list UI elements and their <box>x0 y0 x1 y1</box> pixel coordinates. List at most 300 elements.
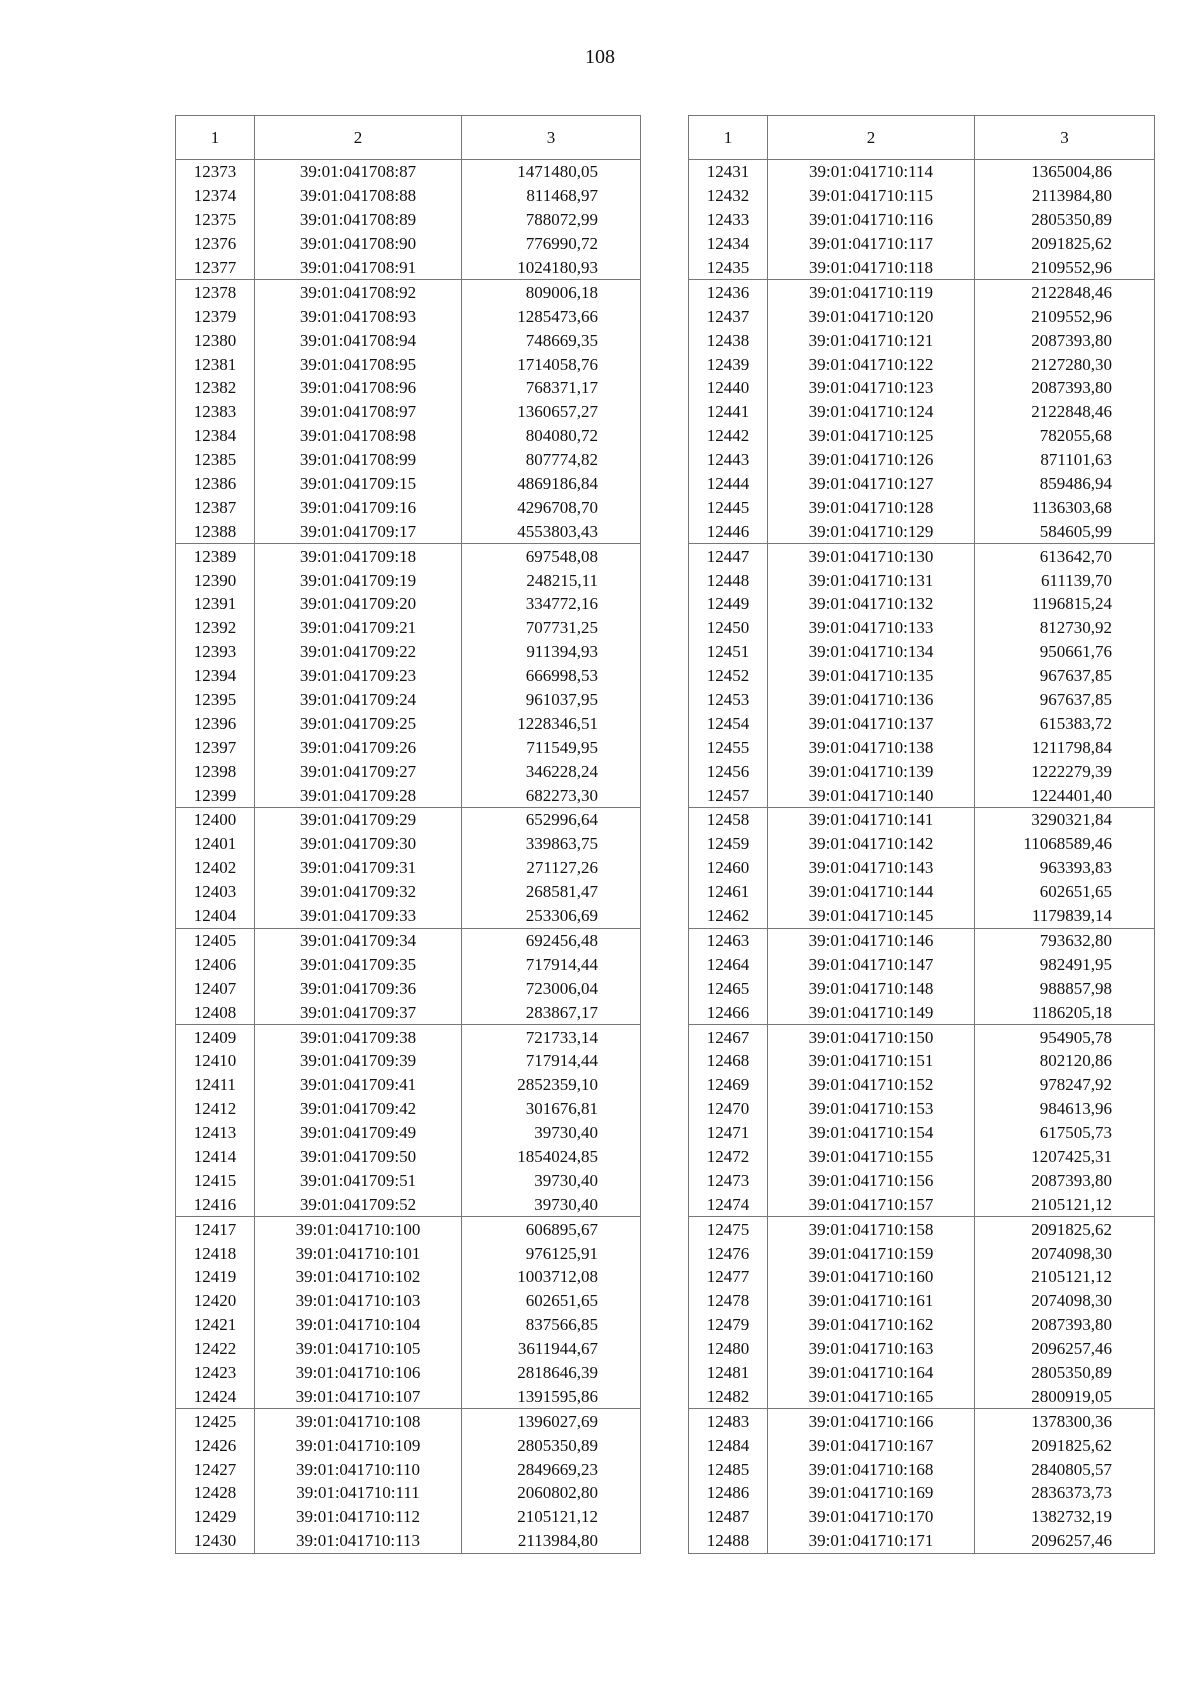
cadastral-number-cell: 39:01:041710:116 <box>768 208 975 232</box>
cadastral-number-cell: 39:01:041710:147 <box>768 952 975 976</box>
table-row <box>176 688 641 712</box>
table-row <box>176 1049 641 1073</box>
cadastral-number-cell: 39:01:041708:95 <box>255 352 462 376</box>
table-row <box>176 808 641 832</box>
value-cell: 2840805,57 <box>975 1457 1155 1481</box>
cadastral-number-cell: 39:01:041709:15 <box>255 472 462 496</box>
value-cell: 711549,95 <box>462 735 641 759</box>
row-number-cell: 12373 <box>176 160 255 184</box>
cadastral-number-cell: 39:01:041710:113 <box>255 1529 462 1553</box>
cadastral-number-cell: 39:01:041709:26 <box>255 735 462 759</box>
cadastral-number-cell: 39:01:041710:114 <box>768 160 975 184</box>
row-number-cell: 12471 <box>689 1121 768 1145</box>
value-cell: 2074098,30 <box>975 1289 1155 1313</box>
row-number-cell: 12386 <box>176 472 255 496</box>
column-header-cadastral-number: 2 <box>768 116 975 160</box>
cadastral-number-cell: 39:01:041710:161 <box>768 1289 975 1313</box>
value-cell: 2060802,80 <box>462 1481 641 1505</box>
value-cell: 2122848,46 <box>975 400 1155 424</box>
cadastral-table-left <box>175 115 641 1554</box>
row-number-cell: 12488 <box>689 1529 768 1553</box>
row-number-cell: 12485 <box>689 1457 768 1481</box>
row-number-cell: 12468 <box>689 1049 768 1073</box>
value-cell: 809006,18 <box>462 280 641 304</box>
row-number-cell: 12394 <box>176 664 255 688</box>
cadastral-number-cell: 39:01:041710:118 <box>768 256 975 280</box>
row-number-cell: 12380 <box>176 328 255 352</box>
table-row <box>176 592 641 616</box>
row-number-cell: 12382 <box>176 376 255 400</box>
row-number-cell: 12458 <box>689 808 768 832</box>
value-cell: 1136303,68 <box>975 495 1155 519</box>
value-cell: 871101,63 <box>975 448 1155 472</box>
value-cell: 2091825,62 <box>975 232 1155 256</box>
value-cell: 1365004,86 <box>975 160 1155 184</box>
row-number-cell: 12376 <box>176 232 255 256</box>
value-cell: 988857,98 <box>975 976 1155 1000</box>
table-row <box>176 976 641 1000</box>
cadastral-number-cell: 39:01:041709:22 <box>255 640 462 664</box>
table-row <box>689 1433 1155 1457</box>
value-cell: 2109552,96 <box>975 304 1155 328</box>
cadastral-number-cell: 39:01:041710:102 <box>255 1265 462 1289</box>
cadastral-number-cell: 39:01:041708:91 <box>255 256 462 280</box>
row-number-cell: 12424 <box>176 1384 255 1408</box>
cadastral-number-cell: 39:01:041710:100 <box>255 1217 462 1241</box>
table-row <box>176 495 641 519</box>
row-number-cell: 12470 <box>689 1097 768 1121</box>
value-cell: 2849669,23 <box>462 1457 641 1481</box>
cadastral-number-cell: 39:01:041710:154 <box>768 1121 975 1145</box>
cadastral-number-cell: 39:01:041710:112 <box>255 1505 462 1529</box>
value-cell: 1714058,76 <box>462 352 641 376</box>
value-cell: 2096257,46 <box>975 1529 1155 1553</box>
table-row <box>176 1097 641 1121</box>
cadastral-number-cell: 39:01:041710:142 <box>768 832 975 856</box>
cadastral-number-cell: 39:01:041710:140 <box>768 783 975 807</box>
row-number-cell: 12454 <box>689 711 768 735</box>
row-number-cell: 12374 <box>176 184 255 208</box>
table-row <box>689 1000 1155 1024</box>
row-number-cell: 12432 <box>689 184 768 208</box>
table-row <box>176 1217 641 1241</box>
value-cell: 253306,69 <box>462 904 641 928</box>
table-row <box>689 664 1155 688</box>
table-row <box>176 1168 641 1192</box>
cadastral-number-cell: 39:01:041708:88 <box>255 184 462 208</box>
table-row <box>689 1241 1155 1265</box>
cadastral-number-cell: 39:01:041709:31 <box>255 856 462 880</box>
value-cell: 950661,76 <box>975 640 1155 664</box>
cadastral-number-cell: 39:01:041710:153 <box>768 1097 975 1121</box>
table-row <box>689 1049 1155 1073</box>
row-number-cell: 12398 <box>176 759 255 783</box>
cadastral-number-cell: 39:01:041709:50 <box>255 1145 462 1169</box>
page-number: 108 <box>585 46 615 68</box>
table-row <box>689 688 1155 712</box>
row-number-cell: 12418 <box>176 1241 255 1265</box>
cadastral-number-cell: 39:01:041710:167 <box>768 1433 975 1457</box>
cadastral-number-cell: 39:01:041710:107 <box>255 1384 462 1408</box>
cadastral-number-cell: 39:01:041708:98 <box>255 424 462 448</box>
value-cell: 1471480,05 <box>462 160 641 184</box>
row-number-cell: 12427 <box>176 1457 255 1481</box>
value-cell: 717914,44 <box>462 952 641 976</box>
cadastral-number-cell: 39:01:041710:169 <box>768 1481 975 1505</box>
value-cell: 283867,17 <box>462 1000 641 1024</box>
cadastral-number-cell: 39:01:041710:146 <box>768 928 975 952</box>
table-row <box>689 448 1155 472</box>
row-number-cell: 12440 <box>689 376 768 400</box>
table-row <box>176 1529 641 1553</box>
row-number-cell: 12383 <box>176 400 255 424</box>
cadastral-number-cell: 39:01:041710:137 <box>768 711 975 735</box>
table-row <box>176 759 641 783</box>
row-number-cell: 12413 <box>176 1121 255 1145</box>
table-row <box>176 232 641 256</box>
cadastral-number-cell: 39:01:041709:23 <box>255 664 462 688</box>
row-number-cell: 12379 <box>176 304 255 328</box>
cadastral-number-cell: 39:01:041710:160 <box>768 1265 975 1289</box>
table-row <box>689 304 1155 328</box>
cadastral-number-cell: 39:01:041708:93 <box>255 304 462 328</box>
value-cell: 1196815,24 <box>975 592 1155 616</box>
row-number-cell: 12419 <box>176 1265 255 1289</box>
row-number-cell: 12457 <box>689 783 768 807</box>
table-row <box>689 711 1155 735</box>
table-row <box>689 232 1155 256</box>
value-cell: 812730,92 <box>975 616 1155 640</box>
table-row <box>176 1073 641 1097</box>
value-cell: 961037,95 <box>462 688 641 712</box>
table-row <box>176 304 641 328</box>
cadastral-number-cell: 39:01:041708:96 <box>255 376 462 400</box>
table-row <box>689 352 1155 376</box>
value-cell: 602651,65 <box>975 880 1155 904</box>
cadastral-number-cell: 39:01:041710:127 <box>768 472 975 496</box>
value-cell: 954905,78 <box>975 1025 1155 1049</box>
cadastral-number-cell: 39:01:041710:106 <box>255 1361 462 1385</box>
cadastral-number-cell: 39:01:041710:150 <box>768 1025 975 1049</box>
table-row <box>176 160 641 184</box>
cadastral-number-cell: 39:01:041710:151 <box>768 1049 975 1073</box>
row-number-cell: 12426 <box>176 1433 255 1457</box>
table-header-row <box>689 116 1155 160</box>
table-header-row <box>176 116 641 160</box>
value-cell: 3611944,67 <box>462 1337 641 1361</box>
value-cell: 2852359,10 <box>462 1073 641 1097</box>
value-cell: 613642,70 <box>975 544 1155 568</box>
cadastral-number-cell: 39:01:041709:29 <box>255 808 462 832</box>
value-cell: 271127,26 <box>462 856 641 880</box>
value-cell: 2127280,30 <box>975 352 1155 376</box>
cadastral-number-cell: 39:01:041709:17 <box>255 519 462 543</box>
cadastral-number-cell: 39:01:041710:122 <box>768 352 975 376</box>
cadastral-number-cell: 39:01:041710:144 <box>768 880 975 904</box>
value-cell: 652996,64 <box>462 808 641 832</box>
column-header-cadastral-number: 2 <box>255 116 462 160</box>
table-row <box>689 1073 1155 1097</box>
value-cell: 707731,25 <box>462 616 641 640</box>
table-row <box>176 1000 641 1024</box>
row-number-cell: 12451 <box>689 640 768 664</box>
row-number-cell: 12378 <box>176 280 255 304</box>
table-row <box>689 1265 1155 1289</box>
value-cell: 301676,81 <box>462 1097 641 1121</box>
table-row <box>689 832 1155 856</box>
cadastral-number-cell: 39:01:041710:128 <box>768 495 975 519</box>
cadastral-number-cell: 39:01:041710:166 <box>768 1409 975 1433</box>
row-number-cell: 12400 <box>176 808 255 832</box>
value-cell: 2087393,80 <box>975 376 1155 400</box>
value-cell: 793632,80 <box>975 928 1155 952</box>
table-body-left <box>176 160 641 1554</box>
value-cell: 615383,72 <box>975 711 1155 735</box>
row-number-cell: 12460 <box>689 856 768 880</box>
cadastral-number-cell: 39:01:041710:108 <box>255 1409 462 1433</box>
table-row <box>176 640 641 664</box>
cadastral-number-cell: 39:01:041710:105 <box>255 1337 462 1361</box>
table-row <box>176 1457 641 1481</box>
row-number-cell: 12428 <box>176 1481 255 1505</box>
value-cell: 39730,40 <box>462 1192 641 1216</box>
table-row <box>689 1529 1155 1553</box>
row-number-cell: 12395 <box>176 688 255 712</box>
row-number-cell: 12448 <box>689 568 768 592</box>
row-number-cell: 12434 <box>689 232 768 256</box>
cadastral-number-cell: 39:01:041708:99 <box>255 448 462 472</box>
row-number-cell: 12405 <box>176 928 255 952</box>
cadastral-number-cell: 39:01:041710:165 <box>768 1384 975 1408</box>
cadastral-number-cell: 39:01:041708:94 <box>255 328 462 352</box>
table-row <box>689 1457 1155 1481</box>
value-cell: 2074098,30 <box>975 1241 1155 1265</box>
row-number-cell: 12423 <box>176 1361 255 1385</box>
cadastral-number-cell: 39:01:041710:162 <box>768 1313 975 1337</box>
cadastral-number-cell: 39:01:041710:171 <box>768 1529 975 1553</box>
row-number-cell: 12447 <box>689 544 768 568</box>
cadastral-number-cell: 39:01:041710:121 <box>768 328 975 352</box>
value-cell: 339863,75 <box>462 832 641 856</box>
cadastral-number-cell: 39:01:041708:87 <box>255 160 462 184</box>
column-header-number: 1 <box>689 116 768 160</box>
table-row <box>176 1433 641 1457</box>
row-number-cell: 12433 <box>689 208 768 232</box>
row-number-cell: 12442 <box>689 424 768 448</box>
row-number-cell: 12415 <box>176 1168 255 1192</box>
value-cell: 859486,94 <box>975 472 1155 496</box>
value-cell: 911394,93 <box>462 640 641 664</box>
value-cell: 248215,11 <box>462 568 641 592</box>
value-cell: 1179839,14 <box>975 904 1155 928</box>
value-cell: 4869186,84 <box>462 472 641 496</box>
table-row <box>176 1265 641 1289</box>
value-cell: 837566,85 <box>462 1313 641 1337</box>
cadastral-number-cell: 39:01:041709:27 <box>255 759 462 783</box>
row-number-cell: 12404 <box>176 904 255 928</box>
value-cell: 2113984,80 <box>975 184 1155 208</box>
row-number-cell: 12407 <box>176 976 255 1000</box>
value-cell: 2105121,12 <box>975 1265 1155 1289</box>
table-row <box>689 952 1155 976</box>
row-number-cell: 12387 <box>176 495 255 519</box>
value-cell: 1360657,27 <box>462 400 641 424</box>
cadastral-number-cell: 39:01:041710:145 <box>768 904 975 928</box>
table-row <box>689 328 1155 352</box>
table-row <box>689 1145 1155 1169</box>
table-row <box>176 519 641 543</box>
cadastral-number-cell: 39:01:041708:89 <box>255 208 462 232</box>
table-row <box>176 424 641 448</box>
table-row <box>176 904 641 928</box>
row-number-cell: 12463 <box>689 928 768 952</box>
value-cell: 11068589,46 <box>975 832 1155 856</box>
table-row <box>689 424 1155 448</box>
cadastral-number-cell: 39:01:041710:129 <box>768 519 975 543</box>
value-cell: 978247,92 <box>975 1073 1155 1097</box>
value-cell: 1207425,31 <box>975 1145 1155 1169</box>
value-cell: 967637,85 <box>975 688 1155 712</box>
row-number-cell: 12425 <box>176 1409 255 1433</box>
table-row <box>689 640 1155 664</box>
cadastral-number-cell: 39:01:041710:123 <box>768 376 975 400</box>
row-number-cell: 12479 <box>689 1313 768 1337</box>
cadastral-number-cell: 39:01:041708:90 <box>255 232 462 256</box>
value-cell: 748669,35 <box>462 328 641 352</box>
table-row <box>689 976 1155 1000</box>
cadastral-number-cell: 39:01:041710:157 <box>768 1192 975 1216</box>
value-cell: 1854024,85 <box>462 1145 641 1169</box>
table-row <box>176 1025 641 1049</box>
row-number-cell: 12453 <box>689 688 768 712</box>
row-number-cell: 12385 <box>176 448 255 472</box>
row-number-cell: 12396 <box>176 711 255 735</box>
table-row <box>689 1025 1155 1049</box>
table-row <box>689 1361 1155 1385</box>
value-cell: 2096257,46 <box>975 1337 1155 1361</box>
table-row <box>176 711 641 735</box>
table-row <box>689 544 1155 568</box>
cadastral-number-cell: 39:01:041710:133 <box>768 616 975 640</box>
cadastral-number-cell: 39:01:041709:52 <box>255 1192 462 1216</box>
table-row <box>689 783 1155 807</box>
value-cell: 1378300,36 <box>975 1409 1155 1433</box>
cadastral-number-cell: 39:01:041709:16 <box>255 495 462 519</box>
table-row <box>689 160 1155 184</box>
table-row <box>176 1192 641 1216</box>
table-row <box>689 519 1155 543</box>
value-cell: 697548,08 <box>462 544 641 568</box>
value-cell: 1224401,40 <box>975 783 1155 807</box>
column-header-number: 1 <box>176 116 255 160</box>
value-cell: 606895,67 <box>462 1217 641 1241</box>
table-row <box>176 280 641 304</box>
value-cell: 2805350,89 <box>975 208 1155 232</box>
value-cell: 723006,04 <box>462 976 641 1000</box>
value-cell: 2805350,89 <box>462 1433 641 1457</box>
row-number-cell: 12435 <box>689 256 768 280</box>
cadastral-number-cell: 39:01:041710:103 <box>255 1289 462 1313</box>
row-number-cell: 12439 <box>689 352 768 376</box>
row-number-cell: 12486 <box>689 1481 768 1505</box>
row-number-cell: 12461 <box>689 880 768 904</box>
cadastral-number-cell: 39:01:041710:163 <box>768 1337 975 1361</box>
table-row <box>689 759 1155 783</box>
value-cell: 802120,86 <box>975 1049 1155 1073</box>
row-number-cell: 12469 <box>689 1073 768 1097</box>
value-cell: 692456,48 <box>462 928 641 952</box>
table-row <box>176 472 641 496</box>
cadastral-number-cell: 39:01:041709:39 <box>255 1049 462 1073</box>
value-cell: 682273,30 <box>462 783 641 807</box>
table-row <box>689 1217 1155 1241</box>
row-number-cell: 12406 <box>176 952 255 976</box>
value-cell: 39730,40 <box>462 1168 641 1192</box>
row-number-cell: 12487 <box>689 1505 768 1529</box>
cadastral-number-cell: 39:01:041710:168 <box>768 1457 975 1481</box>
row-number-cell: 12390 <box>176 568 255 592</box>
row-number-cell: 12392 <box>176 616 255 640</box>
table-row <box>689 400 1155 424</box>
cadastral-table-right <box>688 115 1155 1554</box>
table-row <box>689 280 1155 304</box>
value-cell: 1396027,69 <box>462 1409 641 1433</box>
table-row <box>689 1505 1155 1529</box>
value-cell: 2091825,62 <box>975 1433 1155 1457</box>
table-row <box>176 568 641 592</box>
value-cell: 1211798,84 <box>975 735 1155 759</box>
row-number-cell: 12480 <box>689 1337 768 1361</box>
cadastral-number-cell: 39:01:041709:20 <box>255 592 462 616</box>
value-cell: 2091825,62 <box>975 1217 1155 1241</box>
table-row <box>176 856 641 880</box>
row-number-cell: 12375 <box>176 208 255 232</box>
table-row <box>176 928 641 952</box>
table-row <box>176 1481 641 1505</box>
value-cell: 2836373,73 <box>975 1481 1155 1505</box>
cadastral-number-cell: 39:01:041710:110 <box>255 1457 462 1481</box>
table-row <box>689 495 1155 519</box>
row-number-cell: 12467 <box>689 1025 768 1049</box>
table-row <box>689 568 1155 592</box>
row-number-cell: 12473 <box>689 1168 768 1192</box>
value-cell: 1003712,08 <box>462 1265 641 1289</box>
cadastral-number-cell: 39:01:041710:111 <box>255 1481 462 1505</box>
row-number-cell: 12438 <box>689 328 768 352</box>
value-cell: 1228346,51 <box>462 711 641 735</box>
value-cell: 2800919,05 <box>975 1384 1155 1408</box>
cadastral-number-cell: 39:01:041710:139 <box>768 759 975 783</box>
table-row <box>176 1505 641 1529</box>
cadastral-number-cell: 39:01:041709:37 <box>255 1000 462 1024</box>
table-row <box>176 1313 641 1337</box>
value-cell: 2122848,46 <box>975 280 1155 304</box>
table-row <box>689 208 1155 232</box>
cadastral-number-cell: 39:01:041708:97 <box>255 400 462 424</box>
row-number-cell: 12401 <box>176 832 255 856</box>
value-cell: 334772,16 <box>462 592 641 616</box>
row-number-cell: 12412 <box>176 1097 255 1121</box>
table-row <box>176 400 641 424</box>
row-number-cell: 12430 <box>176 1529 255 1553</box>
cadastral-number-cell: 39:01:041710:115 <box>768 184 975 208</box>
table-row <box>176 735 641 759</box>
value-cell: 2105121,12 <box>462 1505 641 1529</box>
row-number-cell: 12474 <box>689 1192 768 1216</box>
row-number-cell: 12443 <box>689 448 768 472</box>
cadastral-number-cell: 39:01:041710:158 <box>768 1217 975 1241</box>
table-row <box>176 376 641 400</box>
